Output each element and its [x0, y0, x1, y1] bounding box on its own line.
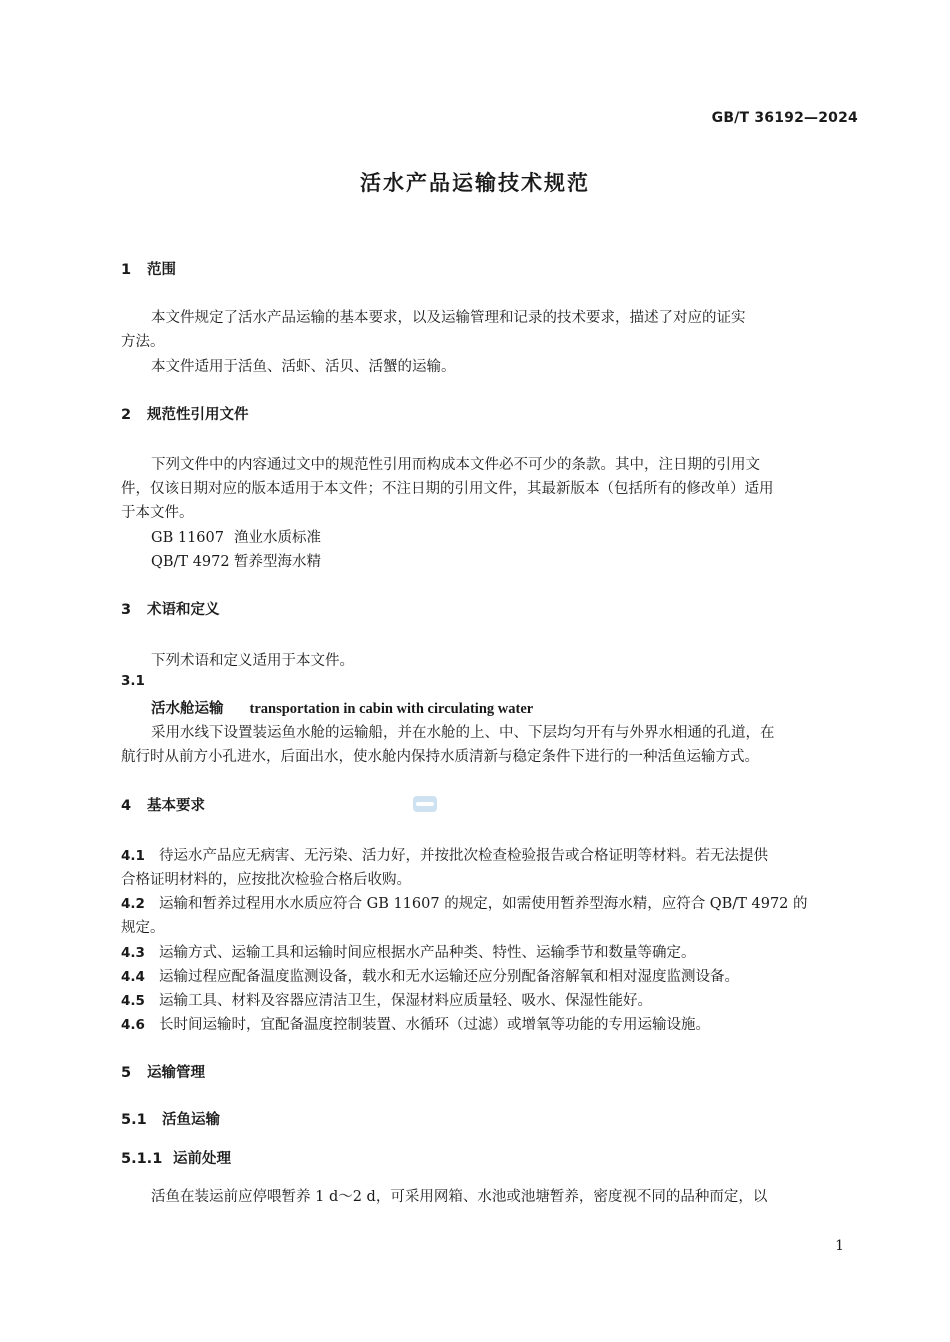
s1-paragraph-1-line-2: 方法。: [121, 334, 165, 350]
section-2-heading: [121, 403, 249, 424]
section-number: 2: [121, 407, 132, 423]
section-4-heading: [121, 794, 205, 815]
clause-number: 4.2: [121, 896, 145, 912]
reference-code: QB/T 4972: [151, 554, 230, 570]
section-3-heading: [121, 598, 220, 619]
s5-1-1-paragraph-line-1: 活鱼在装运前应停喂暂养 1 d～2 d，可采用网箱、水池或池塘暂养，密度视不同的品种而定，以: [151, 1189, 768, 1205]
section-title: 范围: [147, 262, 176, 278]
clause-number: 4.4: [121, 969, 145, 985]
clause-4-3: [121, 941, 696, 962]
clause-4-4: [121, 965, 739, 986]
subsection-number: 5.1: [121, 1112, 147, 1128]
section-number: 5: [121, 1065, 132, 1081]
section-number: 3: [121, 602, 132, 618]
section-number: 4: [121, 798, 132, 814]
term-entry: [151, 697, 533, 718]
clause-number: 4.1: [121, 848, 145, 864]
clause-text: 运输过程应配备温度监测设备，载水和无水运输还应分别配备溶解氧和相对湿度监测设备。: [159, 969, 739, 985]
clause-4-5: [121, 989, 652, 1010]
section-5-heading: [121, 1061, 205, 1082]
reference-item: [151, 526, 321, 547]
term-definition-line-2: 航行时从前方小孔进水，后面出水，使水舱内保持水质清新与稳定条件下进行的一种活鱼运输方式。: [121, 749, 759, 765]
term-definition-line-1: 采用水线下设置装运鱼水舱的运输船，并在水舱的上、中、下层均匀开有与外界水相通的孔道，在: [151, 725, 775, 741]
clause-text: 运输和暂养过程用水水质应符合 GB 11607 的规定，如需使用暂养型海水精，应符合 QB/T 4972 的: [159, 896, 808, 912]
document-title: 活水产品运输技术规范: [360, 171, 590, 195]
subsection-5-1-1-heading: [121, 1147, 231, 1168]
clause-text: 长时间运输时，宜配备温度控制装置、水循环（过滤）或增氧等功能的专用运输设施。: [159, 1017, 710, 1033]
standard-number: GB/T 36192—2024: [711, 110, 858, 126]
section-title: 基本要求: [147, 798, 205, 814]
clause-4-6: [121, 1013, 710, 1034]
term-english: transportation in cabin with circulating water: [249, 701, 534, 717]
clause-text: 运输工具、材料及容器应清洁卫生，保湿材料应质量轻、吸水、保湿性能好。: [159, 993, 652, 1009]
clause-4-1-line-2: 合格证明材料的，应按批次检验合格后收购。: [121, 872, 411, 888]
s2-paragraph-line-1: 下列文件中的内容通过文中的规范性引用而构成本文件必不可少的条款。其中，注日期的引用文: [151, 457, 760, 473]
subsection-title: 运前处理: [173, 1151, 231, 1167]
clause-4-2-line-2: 规定。: [121, 920, 165, 936]
watermark-logo-icon: [412, 794, 438, 814]
clause-4-1-line-1: [121, 844, 768, 865]
clause-4-2-line-1: [121, 892, 808, 913]
reference-code: GB 11607: [151, 530, 224, 546]
subsection-5-1-heading: [121, 1108, 220, 1129]
reference-title: 暂养型海水精: [234, 554, 321, 570]
section-1-heading: [121, 258, 176, 279]
term-chinese: 活水舱运输: [151, 701, 224, 717]
s1-paragraph-1-line-1: 本文件规定了活水产品运输的基本要求，以及运输管理和记录的技术要求，描述了对应的证实: [151, 310, 746, 326]
clause-text: 待运水产品应无病害、无污染、活力好，并按批次检查检验报告或合格证明等材料。若无法提供: [159, 848, 768, 864]
reference-item: [151, 550, 321, 571]
clause-number: 4.6: [121, 1017, 145, 1033]
section-title: 规范性引用文件: [147, 407, 249, 423]
s2-paragraph-line-2: 件，仅该日期对应的版本适用于本文件；不注日期的引用文件，其最新版本（包括所有的修改单）适用: [121, 481, 774, 497]
s2-paragraph-line-3: 于本文件。: [121, 505, 194, 521]
section-number: 1: [121, 262, 132, 278]
subsection-title: 活鱼运输: [162, 1112, 220, 1128]
clause-number: 4.5: [121, 993, 145, 1009]
s1-paragraph-2: 本文件适用于活鱼、活虾、活贝、活蟹的运输。: [151, 359, 456, 375]
reference-title: 渔业水质标准: [234, 530, 321, 546]
section-title: 术语和定义: [147, 602, 220, 618]
clause-number: 4.3: [121, 945, 145, 961]
subsection-number: 5.1.1: [121, 1151, 163, 1167]
term-number: 3.1: [121, 673, 145, 689]
section-title: 运输管理: [147, 1065, 205, 1081]
s3-intro: 下列术语和定义适用于本文件。: [151, 653, 354, 669]
page-number: 1: [835, 1238, 844, 1254]
clause-text: 运输方式、运输工具和运输时间应根据水产品种类、特性、运输季节和数量等确定。: [159, 945, 696, 961]
